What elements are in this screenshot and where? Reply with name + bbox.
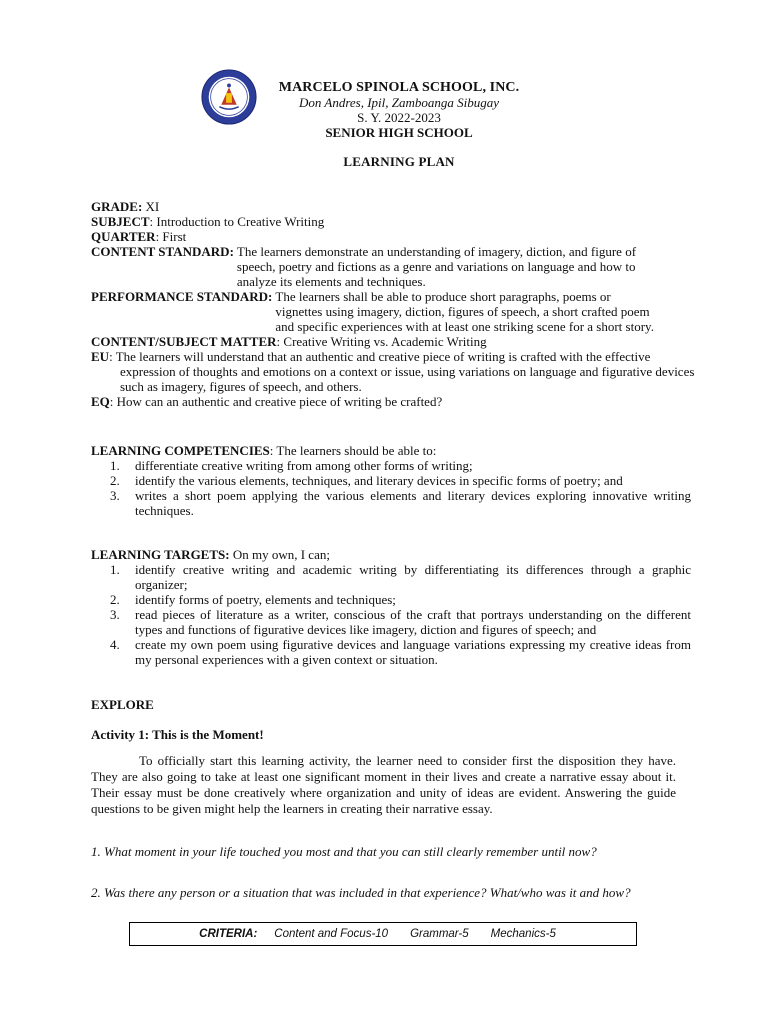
content-standard-row <box>91 244 691 289</box>
item-number: 3. <box>110 607 120 622</box>
item-text: identify creative writing and academic writing by differentiating its differences through a graphic organizer; <box>135 562 691 592</box>
item-number: 3. <box>110 488 120 503</box>
school-year: S. Y. 2022-2023 <box>357 110 441 125</box>
list-item <box>91 637 691 667</box>
list-item <box>91 473 691 488</box>
activity-title: Activity 1: This is the Moment! <box>91 727 264 742</box>
eu-label: EU <box>91 349 110 364</box>
performance-standard-row <box>91 289 691 334</box>
school-address: Don Andres, Ipil, Zamboanga Sibugay <box>298 95 500 110</box>
targets-label: LEARNING TARGETS: <box>91 547 230 562</box>
eu-value: : The learners will understand that an authentic and creative piece of writing is crafted with the effective expression of thoughts and emotions on a context or issue, using variations on language and figurative devices such as imagery, figures of speech, and others. <box>109 349 695 394</box>
item-number: 2. <box>110 592 120 607</box>
learning-targets <box>91 547 691 667</box>
criteria-label: CRITERIA: <box>199 927 258 940</box>
explore-heading: EXPLORE <box>91 697 154 712</box>
item-text: read pieces of literature as a writer, conscious of the craft that portrays understanding on the different types and functions of figurative devices like imagery, diction and figures of speech; and <box>135 607 691 637</box>
quarter-row <box>91 229 691 244</box>
item-text: identify forms of poetry, elements and techniques; <box>135 592 396 607</box>
activity-paragraph: To officially start this learning activity, the learner need to consider first the disposition they have. They are also going to take at least one significant moment in their lives and create a narrative essay about it. Their essay must be done creatively where organization and unity of ideas are evident. Answering the guide questions to be given might help the learners in creating their narrative essay. <box>91 753 676 816</box>
competencies-intro: : The learners should be able to: <box>269 443 437 458</box>
item-text: create my own poem using figurative devices and language variations expressing my creative ideas from my personal experiences with a given context or situation. <box>135 637 691 667</box>
item-number: 4. <box>110 637 120 652</box>
eq-label: EQ <box>91 394 110 409</box>
quarter-label: QUARTER <box>91 229 156 244</box>
performance-standard-label: PERFORMANCE STANDARD: <box>91 289 273 304</box>
subject-matter-value: : Creative Writing vs. Academic Writing <box>276 334 487 349</box>
school-name: MARCELO SPINOLA SCHOOL, INC. <box>278 80 520 95</box>
competencies-label: LEARNING COMPETENCIES <box>91 443 270 458</box>
grade-value: XI <box>142 199 160 214</box>
item-number: 1. <box>110 458 120 473</box>
content-standard-value: The learners demonstrate an understanding of imagery, diction, and figure of speech, poetry and fictions as a genre and variations on language and how to analyze its elements and techniques. <box>236 244 637 289</box>
eq-row <box>91 394 691 409</box>
competencies-heading <box>91 443 691 458</box>
list-item <box>91 458 691 473</box>
quarter-value: : First <box>155 229 187 244</box>
targets-intro: On my own, I can; <box>229 547 330 562</box>
list-item <box>91 592 691 607</box>
grade-row <box>91 199 691 214</box>
targets-heading <box>91 547 691 562</box>
eu-row <box>91 349 705 394</box>
learning-competencies <box>91 443 691 518</box>
plan-info <box>91 199 695 409</box>
guide-question-1: 1. What moment in your life touched you most and that you can still clearly remember until now? <box>91 844 597 859</box>
performance-standard-value: The learners shall be able to produce short paragraphs, poems or vignettes using imagery, diction, figures of speech, a short crafted poem and specific experiences with at least one striking scene for a short story. <box>275 289 654 334</box>
competencies-list <box>91 458 691 518</box>
grade-label: GRADE: <box>91 199 143 214</box>
item-number: 1. <box>110 562 120 577</box>
item-text: identify the various elements, techniques, and literary devices in specific forms of poetry; and <box>135 473 623 488</box>
subject-row <box>91 214 691 229</box>
subject-value: : Introduction to Creative Writing <box>149 214 325 229</box>
list-item <box>91 488 691 518</box>
eq-value: : How can an authentic and creative piece of writing be crafted? <box>109 394 443 409</box>
criteria-content: Content and Focus-10 <box>274 927 389 940</box>
content-standard-label: CONTENT STANDARD: <box>91 244 234 259</box>
item-text: writes a short poem applying the various elements and literary devices exploring innovative writing techniques. <box>135 488 691 518</box>
department-title: SENIOR HIGH SCHOOL <box>325 125 473 140</box>
subject-matter-row <box>91 334 691 349</box>
list-item <box>91 562 691 592</box>
item-text: differentiate creative writing from among other forms of writing; <box>135 458 473 473</box>
item-number: 2. <box>110 473 120 488</box>
criteria-grammar: Grammar-5 <box>410 927 469 940</box>
guide-question-2: 2. Was there any person or a situation that was included in that experience? What/who was it and how? <box>91 885 631 900</box>
subject-matter-label: CONTENT/SUBJECT MATTER <box>91 334 277 349</box>
list-item <box>91 607 691 637</box>
criteria-box <box>129 922 637 946</box>
document-title: LEARNING PLAN <box>343 154 455 169</box>
subject-label: SUBJECT <box>91 214 150 229</box>
criteria-mechanics: Mechanics-5 <box>490 927 556 940</box>
targets-list <box>91 562 691 667</box>
